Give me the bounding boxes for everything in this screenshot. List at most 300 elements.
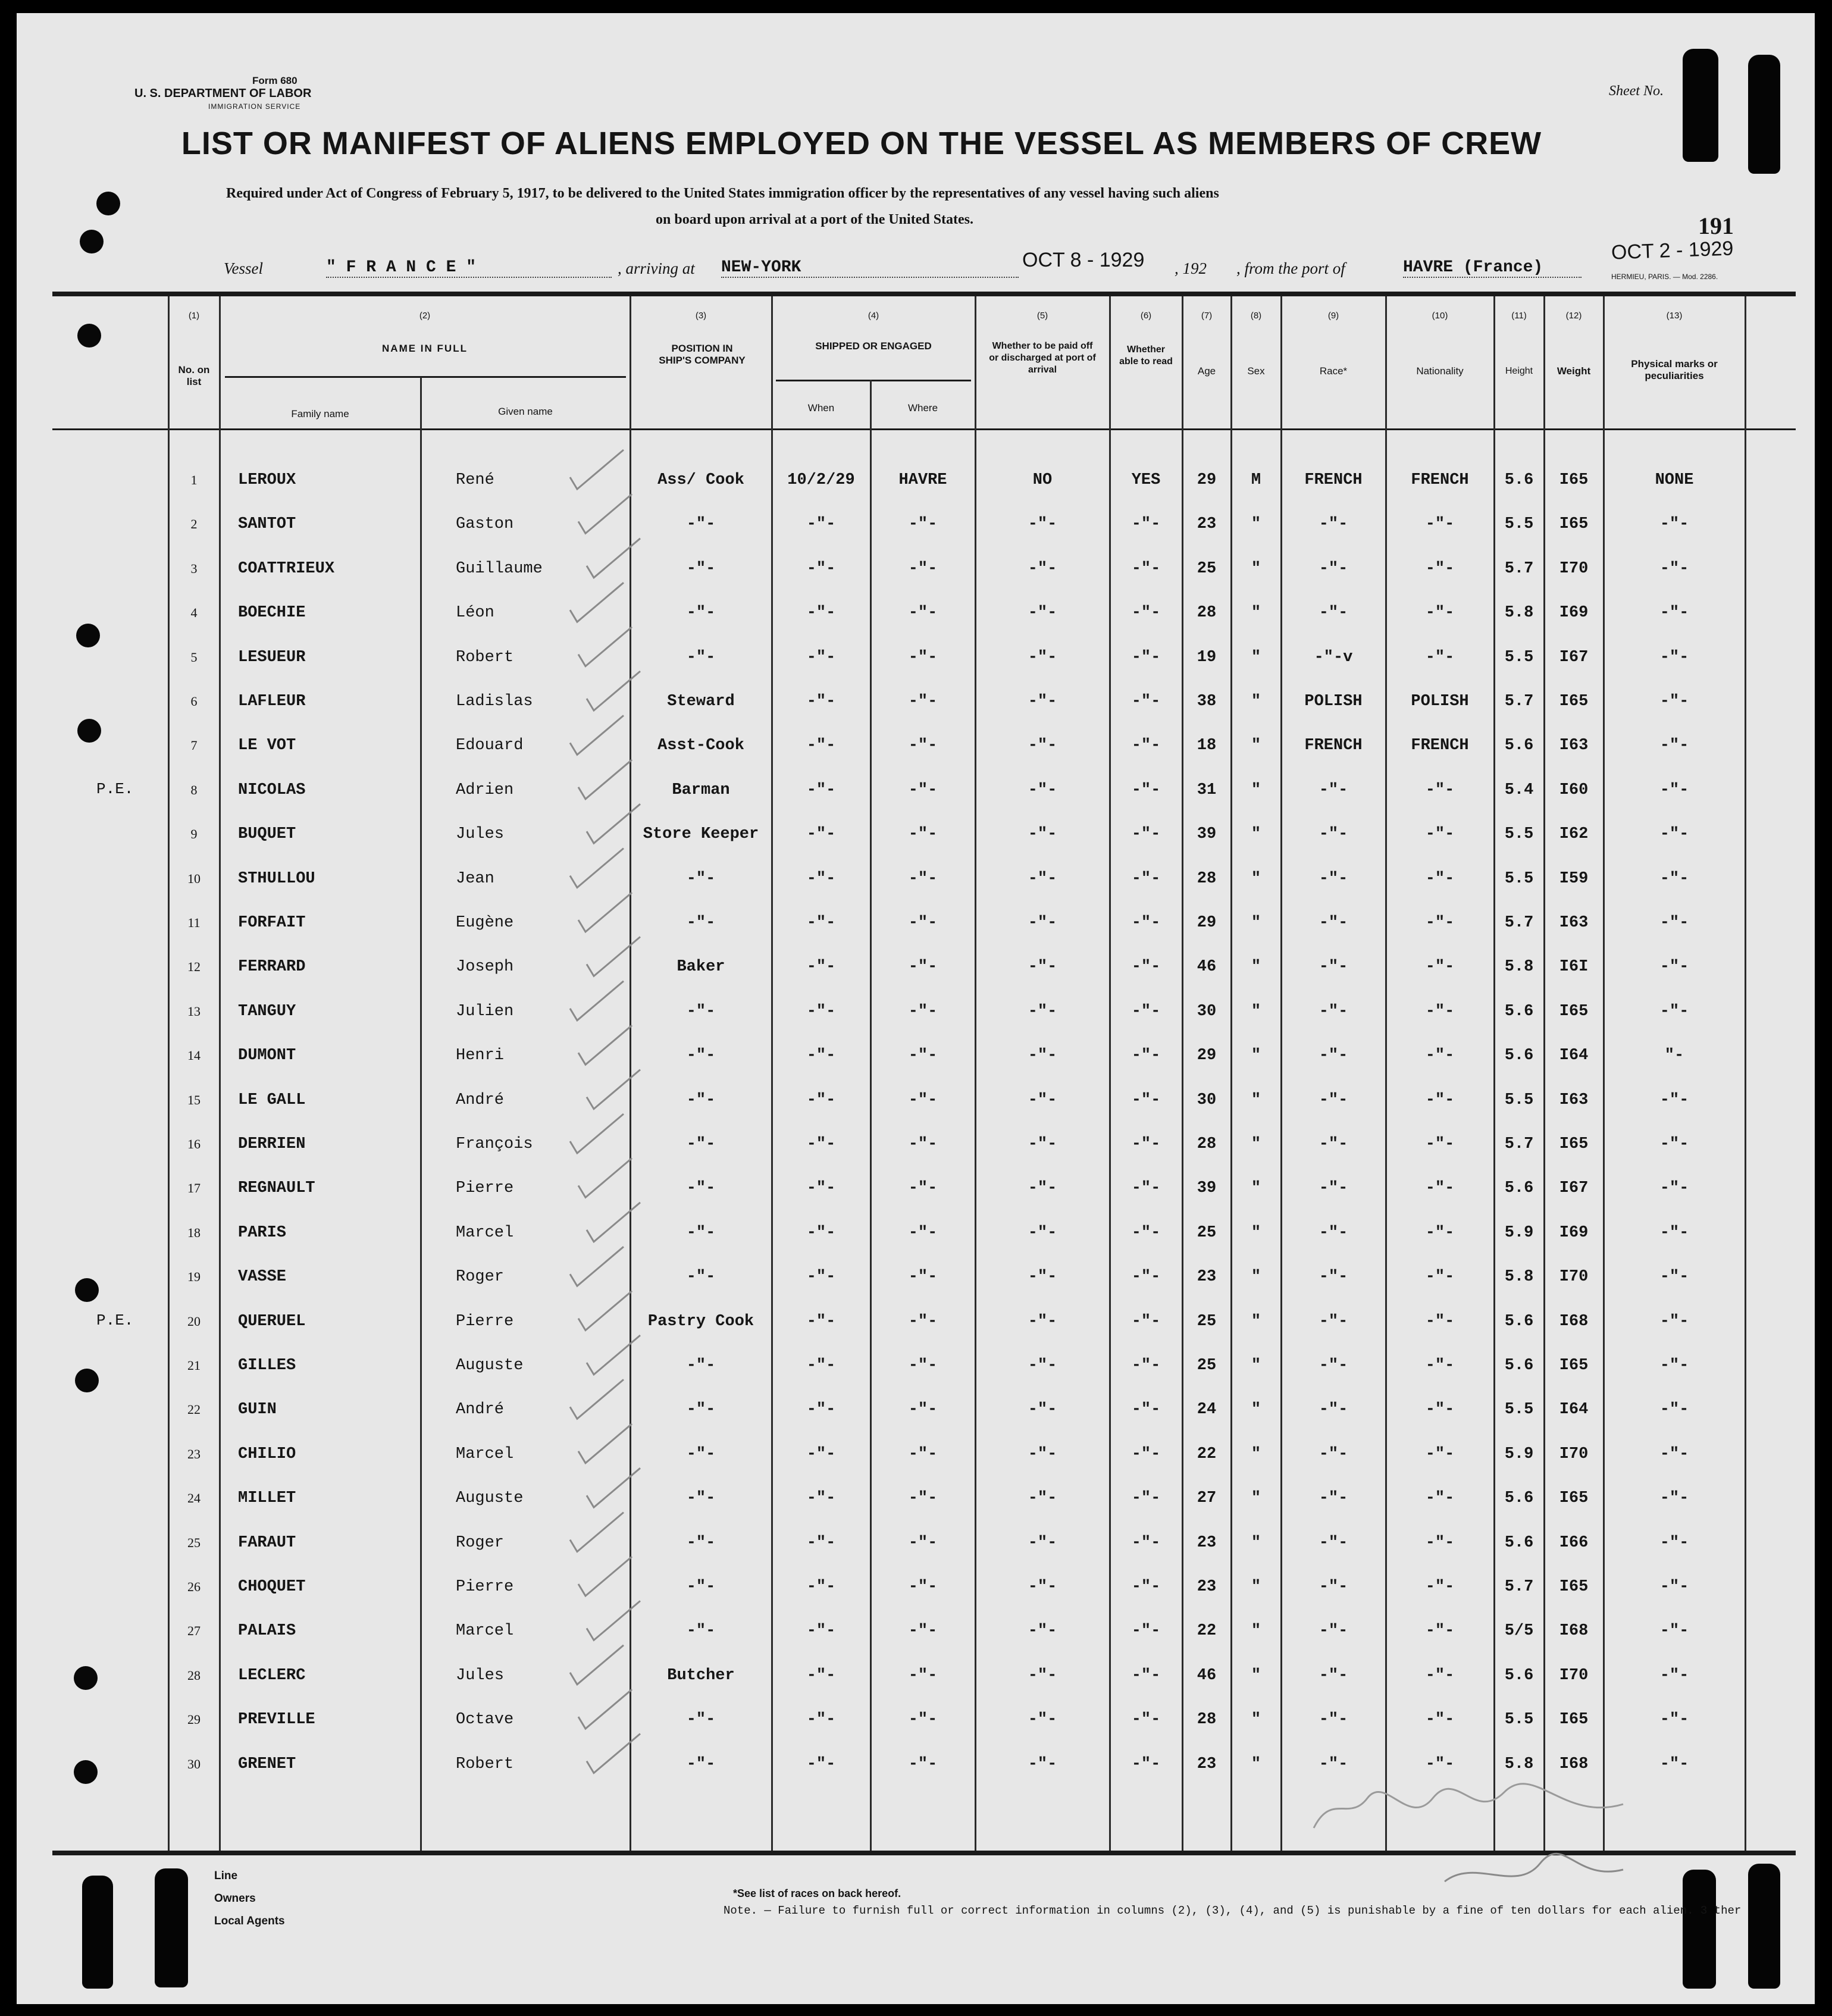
able-to-read-cell: -"- [1131,1445,1161,1463]
age-cell: 27 [1197,1489,1217,1508]
age-cell: 23 [1197,515,1217,534]
sex-cell: " [1251,1533,1261,1552]
height-cell: 5.5 [1504,648,1534,666]
age-cell: 29 [1197,471,1217,489]
height-cell: 5.6 [1504,1002,1534,1020]
paid-off-cell: -"- [1028,559,1057,578]
paid-off-cell: -"- [1028,1666,1057,1685]
position-cell: -"- [686,914,716,932]
height-cell: 5.6 [1504,1047,1534,1065]
able-to-read-cell: -"- [1131,1711,1161,1729]
age-cell: 22 [1197,1622,1217,1641]
position-cell: -"- [686,1489,716,1508]
weight-cell: I63 [1559,914,1589,932]
shipped-when-cell: -"- [806,1268,836,1286]
shipped-when-cell: -"- [806,1755,836,1773]
weight-cell: I6I [1559,958,1589,976]
row-number-cell: 24 [187,1491,201,1506]
position-cell: Asst-Cook [657,737,744,755]
paid-off-cell: -"- [1028,1223,1057,1242]
col13-number: (13) [1666,311,1683,321]
age-cell: 31 [1197,781,1217,799]
department-name: U. S. DEPARTMENT OF LABOR [134,87,312,100]
position-cell: -"- [686,1179,716,1198]
col7-header: Age [1197,365,1216,377]
sex-cell: " [1251,693,1261,710]
paid-off-cell: -"- [1028,1135,1057,1153]
col3-header: POSITION IN SHIP'S COMPANY [659,343,746,366]
physical-marks-cell: -"- [1659,1755,1689,1773]
family-name-cell: LE GALL [238,1091,306,1109]
weight-cell: I70 [1559,1268,1589,1286]
family-name-cell: LESUEUR [238,648,306,666]
position-cell: Steward [667,693,735,710]
col2-header: NAME IN FULL [382,343,468,354]
family-name-cell: LECLERC [238,1666,306,1685]
sex-cell: " [1251,1489,1261,1508]
family-name-cell: GUIN [238,1401,277,1419]
check-mark [587,1203,640,1242]
paid-off-cell: -"- [1028,693,1057,710]
col5-number: (5) [1036,311,1048,321]
row-number-cell: 1 [190,472,198,487]
physical-marks-cell: -"- [1659,1002,1689,1020]
paid-off-cell: -"- [1028,1357,1057,1375]
shipped-when-cell: -"- [806,1711,836,1729]
race-cell: -"-v [1314,648,1353,666]
given-name-cell: Jean [456,869,494,888]
paid-off-cell: -"- [1028,1047,1057,1065]
physical-marks-cell: -"- [1659,914,1689,932]
height-cell: 5.6 [1504,737,1534,755]
weight-cell: I69 [1559,1223,1589,1242]
check-mark [587,1601,640,1640]
height-cell: 5.8 [1504,1268,1534,1286]
check-mark [570,981,624,1020]
age-cell: 28 [1197,604,1217,622]
position-cell: -"- [686,1268,716,1286]
able-to-read-cell: -"- [1131,1533,1161,1552]
check-mark [587,1070,640,1109]
col8-number: (8) [1250,311,1262,321]
sex-cell: " [1251,1091,1261,1109]
nationality-cell: -"- [1425,1179,1455,1198]
col10-header: Nationality [1416,365,1464,377]
shipped-when-cell: -"- [806,1622,836,1641]
physical-marks-cell: -"- [1659,1489,1689,1508]
race-cell: -"- [1319,958,1348,976]
shipped-where-cell: -"- [908,958,938,976]
check-mark [578,1689,632,1729]
physical-marks-cell: -"- [1659,559,1689,578]
weight-cell: I65 [1559,1135,1589,1153]
weight-cell: I65 [1559,1357,1589,1375]
able-to-read-cell: -"- [1131,1223,1161,1242]
family-name-cell: PARIS [238,1223,287,1242]
col8-header: Sex [1247,365,1265,377]
col3-number: (3) [695,311,707,321]
shipped-where-cell: -"- [908,869,938,888]
col13-header: Physical marks or peculiarities [1631,358,1718,381]
able-to-read-cell: -"- [1131,604,1161,622]
printer-imprint: HERMIEU, PARIS. — Mod. 2286. [1611,273,1718,281]
row-number-cell: 10 [187,871,201,886]
height-cell: 5.6 [1504,1666,1534,1685]
race-cell: -"- [1319,1091,1348,1109]
paid-off-cell: -"- [1028,737,1057,755]
position-cell: -"- [686,1578,716,1596]
age-cell: 25 [1197,1357,1217,1375]
age-cell: 23 [1197,1268,1217,1286]
check-mark [587,804,640,843]
race-cell: -"- [1319,869,1348,888]
family-name-cell: SANTOT [238,515,296,534]
weight-cell: I68 [1559,1755,1589,1773]
position-cell: -"- [686,1401,716,1419]
position-cell: -"- [686,515,716,534]
shipped-where-cell: -"- [908,1091,938,1109]
paid-off-cell: -"- [1028,958,1057,976]
able-to-read-cell: -"- [1131,1047,1161,1065]
physical-marks-cell: -"- [1659,1091,1689,1109]
race-cell: -"- [1319,825,1348,844]
race-cell: -"- [1319,1445,1348,1463]
nationality-cell: -"- [1425,1445,1455,1463]
able-to-read-cell: -"- [1131,1578,1161,1596]
sex-cell: M [1251,471,1261,489]
weight-cell: I70 [1559,1666,1589,1685]
col4a-header: When [807,402,835,414]
able-to-read-cell: -"- [1131,515,1161,534]
paid-off-cell: -"- [1028,1578,1057,1596]
footer-owners-label: Owners [214,1892,256,1905]
nationality-cell: -"- [1425,1268,1455,1286]
given-name-cell: Adrien [456,781,514,799]
row-number-cell: 6 [190,694,198,709]
races-note: *See list of races on back hereof. [733,1887,901,1899]
position-cell: Baker [677,958,725,976]
nationality-cell: -"- [1425,781,1455,799]
check-mark [587,937,640,976]
shipped-where-cell: -"- [908,1711,938,1729]
given-name-cell: Gaston [456,515,514,534]
sex-cell: " [1251,1578,1261,1596]
height-cell: 5.8 [1504,604,1534,622]
age-cell: 19 [1197,648,1217,666]
age-cell: 39 [1197,825,1217,844]
from-port-label: , from the port of [1236,259,1345,277]
sex-cell: " [1251,1312,1261,1331]
shipped-when-cell: -"- [806,515,836,534]
race-cell: -"- [1319,1223,1348,1242]
col10-number: (10) [1432,311,1448,321]
paid-off-cell: -"- [1028,1401,1057,1419]
position-cell: Barman [672,781,730,799]
age-cell: 46 [1197,958,1217,976]
nationality-cell: -"- [1425,1047,1455,1065]
race-cell: -"- [1319,1578,1348,1596]
position-cell: -"- [686,1755,716,1773]
weight-cell: I60 [1559,781,1589,799]
row-number-cell: 8 [190,782,198,797]
row-number-cell: 30 [187,1756,201,1771]
shipped-when-cell: -"- [806,1002,836,1020]
physical-marks-cell: -"- [1659,1622,1689,1641]
given-name-cell: François [456,1135,533,1153]
pencil-marks [17,13,1815,2004]
col4-header: SHIPPED OR ENGAGED [815,340,932,352]
position-cell: Ass/ Cook [657,471,744,489]
paid-off-cell: -"- [1028,869,1057,888]
age-cell: 28 [1197,1135,1217,1153]
paid-off-cell: -"- [1028,1002,1057,1020]
sex-cell: " [1251,1622,1261,1641]
height-cell: 5.8 [1504,958,1534,976]
given-name-cell: Pierre [456,1578,514,1596]
age-cell: 29 [1197,1047,1217,1065]
family-name-cell: MILLET [238,1489,296,1508]
sex-cell: " [1251,1401,1261,1419]
row-number-cell: 27 [187,1623,201,1639]
nationality-cell: -"- [1425,825,1455,844]
height-cell: 5.8 [1504,1755,1534,1773]
nationality-cell: -"- [1425,1002,1455,1020]
position-cell: -"- [686,1533,716,1552]
col12-header: Weight [1557,365,1591,377]
requirement-line-2: on board upon arrival at a port of the United States. [656,212,974,227]
height-cell: 5.5 [1504,515,1534,534]
weight-cell: I68 [1559,1622,1589,1641]
height-cell: 5.5 [1504,1091,1534,1109]
row-number-cell: 19 [187,1269,201,1285]
row-number-cell: 5 [190,649,198,665]
col1-number: (1) [188,311,200,321]
height-cell: 5.6 [1504,1533,1534,1552]
position-cell: -"- [686,648,716,666]
position-cell: -"- [686,559,716,578]
col4-number: (4) [868,311,879,321]
check-mark [570,1247,624,1286]
able-to-read-cell: -"- [1131,693,1161,710]
col4b-header: Where [907,402,938,414]
shipped-when-cell: -"- [806,1445,836,1463]
race-cell: -"- [1319,1312,1348,1331]
given-name-cell: André [456,1091,505,1109]
able-to-read-cell: -"- [1131,1091,1161,1109]
service-name: IMMIGRATION SERVICE [208,102,301,111]
year-label: , 192 [1175,259,1207,277]
shipped-where-cell: -"- [908,825,938,844]
nationality-cell: -"- [1425,1312,1455,1331]
given-name-cell: Pierre [456,1179,514,1198]
height-cell: 5.7 [1504,1578,1534,1596]
stamp-number: 191 [1698,212,1734,239]
given-name-cell: René [456,471,494,489]
paid-off-cell: NO [1032,471,1053,489]
able-to-read-cell: -"- [1131,1312,1161,1331]
physical-marks-cell: -"- [1659,1179,1689,1198]
nationality-cell: -"- [1425,648,1455,666]
row-number-cell: 7 [190,738,198,753]
sex-cell: " [1251,1666,1261,1685]
height-cell: 5.6 [1504,1312,1534,1331]
col6-number: (6) [1140,311,1152,321]
sheet-label: Sheet No. [1609,83,1664,99]
given-name-cell: Roger [456,1268,505,1286]
form-number: Form 680 [252,75,297,86]
given-name-cell: Jules [456,825,505,844]
weight-cell: I65 [1559,515,1589,534]
weight-cell: I70 [1559,559,1589,578]
able-to-read-cell: -"- [1131,958,1161,976]
physical-marks-cell: -"- [1659,1533,1689,1552]
height-cell: 5.7 [1504,1135,1534,1153]
given-name-cell: Henri [456,1047,505,1065]
physical-marks-cell: -"- [1659,737,1689,755]
weight-cell: I67 [1559,648,1589,666]
check-mark [570,849,624,888]
weight-cell: I64 [1559,1401,1589,1419]
sex-cell: " [1251,958,1261,976]
shipped-where-cell: -"- [908,515,938,534]
family-name-cell: PALAIS [238,1622,296,1641]
shipped-where-cell: HAVRE [898,471,947,489]
height-cell: 5/5 [1504,1622,1534,1641]
paid-off-cell: -"- [1028,515,1057,534]
family-name-cell: VASSE [238,1268,287,1286]
shipped-where-cell: -"- [908,1268,938,1286]
shipped-when-cell: -"- [806,1666,836,1685]
weight-cell: I65 [1559,1002,1589,1020]
shipped-when-cell: -"- [806,559,836,578]
position-cell: -"- [686,604,716,622]
physical-marks-cell: -"- [1659,1268,1689,1286]
check-mark [587,671,640,710]
able-to-read-cell: -"- [1131,1666,1161,1685]
given-name-cell: Roger [456,1533,505,1552]
shipped-when-cell: -"- [806,869,836,888]
able-to-read-cell: -"- [1131,1401,1161,1419]
given-name-cell: Marcel [456,1223,514,1242]
check-mark [570,583,624,622]
race-cell: -"- [1319,515,1348,534]
given-name-cell: Marcel [456,1445,514,1463]
family-name-cell: REGNAULT [238,1179,315,1198]
arriving-label: , arriving at [618,259,695,277]
nationality-cell: -"- [1425,1622,1455,1641]
nationality-cell: -"- [1425,1357,1455,1375]
physical-marks-cell: -"- [1659,1711,1689,1729]
height-cell: 5.9 [1504,1223,1534,1242]
family-name-cell: QUERUEL [238,1312,306,1331]
height-cell: 5.6 [1504,1489,1534,1508]
shipped-when-cell: -"- [806,1091,836,1109]
row-number-cell: 26 [187,1579,201,1594]
position-cell: Butcher [667,1666,735,1685]
given-name-cell: Guillaume [456,559,543,578]
age-cell: 18 [1197,737,1217,755]
nationality-cell: -"- [1425,1755,1455,1773]
race-cell: -"- [1319,559,1348,578]
position-cell: -"- [686,1223,716,1242]
shipped-when-cell: -"- [806,648,836,666]
family-name-cell: FARAUT [238,1533,296,1552]
family-name-cell: LEROUX [238,471,296,489]
race-cell: -"- [1319,604,1348,622]
paid-off-cell: -"- [1028,1445,1057,1463]
row-number-cell: 2 [190,516,198,532]
race-cell: FRENCH [1304,471,1363,489]
able-to-read-cell: -"- [1131,559,1161,578]
race-cell: -"- [1319,1489,1348,1508]
shipped-when-cell: -"- [806,781,836,799]
able-to-read-cell: YES [1131,471,1161,489]
able-to-read-cell: -"- [1131,737,1161,755]
shipped-where-cell: -"- [908,1357,938,1375]
weight-cell: I64 [1559,1047,1589,1065]
row-number-cell: 15 [187,1092,201,1107]
shipped-when-cell: -"- [806,1401,836,1419]
age-cell: 23 [1197,1578,1217,1596]
age-cell: 46 [1197,1666,1217,1685]
age-cell: 25 [1197,1312,1217,1331]
row-number-cell: 13 [187,1003,201,1019]
signature-scrawl-2 [1445,1854,1623,1882]
family-name-cell: LE VOT [238,737,296,755]
shipped-where-cell: -"- [908,1666,938,1685]
family-name-cell: BUQUET [238,825,296,844]
paid-off-cell: -"- [1028,781,1057,799]
able-to-read-cell: -"- [1131,1268,1161,1286]
able-to-read-cell: -"- [1131,1755,1161,1773]
physical-marks-cell: -"- [1659,1312,1689,1331]
check-mark [587,1335,640,1375]
shipped-when-cell: -"- [806,604,836,622]
given-name-cell: André [456,1401,505,1419]
sex-cell: " [1251,1135,1261,1153]
race-cell: -"- [1319,1666,1348,1685]
weight-cell: I63 [1559,737,1589,755]
nationality-cell: -"- [1425,1578,1455,1596]
age-cell: 23 [1197,1755,1217,1773]
paid-off-cell: -"- [1028,1268,1057,1286]
shipped-when-cell: -"- [806,825,836,844]
shipped-when-cell: 10/2/29 [787,471,855,489]
family-name-cell: BOECHIE [238,604,306,622]
able-to-read-cell: -"- [1131,914,1161,932]
nationality-cell: -"- [1425,1489,1455,1508]
manifest-sheet [17,13,1815,2004]
shipped-when-cell: -"- [806,1047,836,1065]
check-mark [570,1379,624,1419]
row-number-cell: 22 [187,1402,201,1417]
nationality-cell: FRENCH [1411,737,1469,755]
nationality-cell: FRENCH [1411,471,1469,489]
given-name-cell: Auguste [456,1357,524,1375]
age-cell: 24 [1197,1401,1217,1419]
shipped-where-cell: -"- [908,1002,938,1020]
arriving-port: NEW-YORK [721,258,1019,278]
page-title: LIST OR MANIFEST OF ALIENS EMPLOYED ON THE VESSEL AS MEMBERS OF CREW [181,126,1542,161]
height-cell: 5.9 [1504,1445,1534,1463]
race-cell: POLISH [1304,693,1363,710]
given-name-cell: Eugène [456,914,514,932]
given-name-cell: Marcel [456,1622,514,1641]
signature-scrawl [1314,1784,1623,1828]
paid-off-cell: -"- [1028,914,1057,932]
family-name-cell: COATTRIEUX [238,559,335,578]
weight-cell: I62 [1559,825,1589,844]
